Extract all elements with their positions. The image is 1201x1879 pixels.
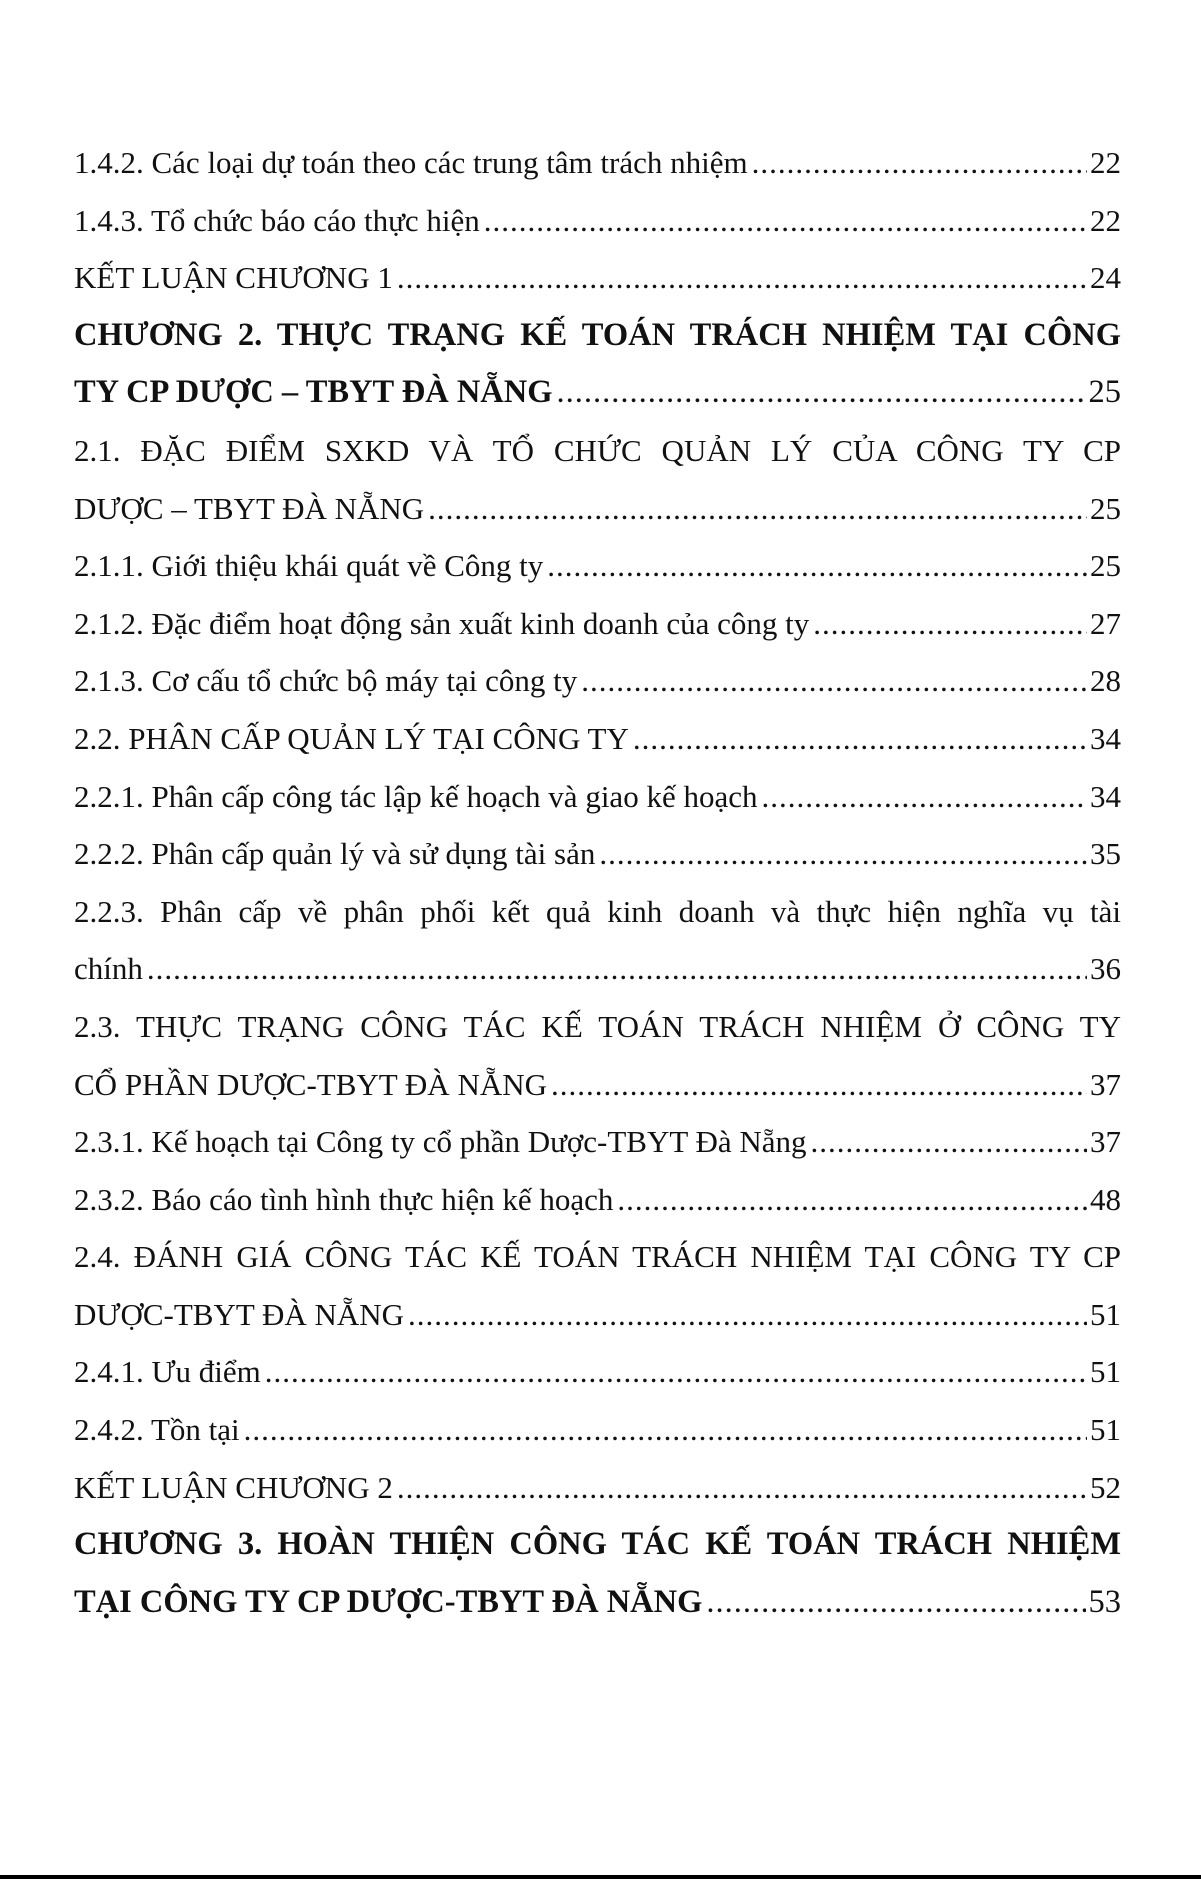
leader-dots (617, 1171, 1087, 1229)
toc-entry-title-line-1: 2.1. ĐẶC ĐIỂM SXKD VÀ TỔ CHỨC QUẢN LÝ CỦA CÔNG TY CP (74, 432, 1121, 468)
toc-page-number: 25 (1090, 490, 1121, 526)
toc-entry-title: 2.4.1. Ưu điểm (74, 1354, 261, 1390)
toc-page-number: 51 (1090, 1412, 1121, 1448)
toc-entry (74, 537, 1121, 595)
toc-entry (74, 1401, 1121, 1459)
leader-dots (408, 1286, 1087, 1344)
toc-entry-title-line-1: 2.4. ĐÁNH GIÁ CÔNG TÁC KẾ TOÁN TRÁCH NHIỆM TẠI CÔNG TY CP (74, 1239, 1121, 1275)
toc-entry (74, 249, 1121, 307)
toc-entry (74, 940, 1121, 998)
toc-entry (74, 710, 1121, 768)
toc-entry (74, 480, 1121, 538)
leader-dots (599, 825, 1087, 883)
toc-page-number: 25 (1090, 548, 1121, 584)
toc-entry-title: 1.4.2. Các loại dự toán theo các trung tâm trách nhiệm (74, 145, 748, 180)
toc-page-number: 34 (1090, 720, 1121, 756)
leader-dots (633, 710, 1087, 768)
toc-entry (74, 1171, 1121, 1229)
leader-dots (761, 768, 1087, 826)
leader-dots (551, 1056, 1087, 1114)
toc-page-number: 52 (1090, 1469, 1121, 1505)
toc-entry (74, 1459, 1121, 1517)
toc-page-number: 27 (1090, 605, 1121, 641)
toc-entry-title: 1.4.3. Tổ chức báo cáo thực hiện (74, 202, 480, 238)
toc-entry (74, 1343, 1121, 1401)
toc-entry (74, 192, 1121, 250)
toc-entry-title: 2.2. PHÂN CẤP QUẢN LÝ TẠI CÔNG TY (74, 720, 629, 756)
toc-entry-title: 2.2.2. Phân cấp quản lý và sử dụng tài sản (74, 836, 596, 872)
toc-entry-title: 2.3.2. Báo cáo tình hình thực hiện kế hoạch (74, 1181, 614, 1217)
toc-page-number: 37 (1090, 1124, 1121, 1160)
toc-entry-title: 2.1.2. Đặc điểm hoạt động sản xuất kinh doanh của công ty (74, 605, 810, 641)
toc-entry-title-line-1: 2.3. THỰC TRẠNG CÔNG TÁC KẾ TOÁN TRÁCH NHIỆM Ở CÔNG TY (74, 1008, 1121, 1044)
toc-entry-title: TY CP DƯỢC – TBYT ĐÀ NẴNG (74, 374, 553, 411)
toc-page-number: 48 (1090, 1181, 1121, 1217)
toc-entry-title-line-1: 2.2.3. Phân cấp về phân phối kết quả kinh doanh và thực hiện nghĩa vụ tài (74, 893, 1121, 929)
toc-page-number: 28 (1090, 663, 1121, 699)
toc-entry (74, 1574, 1121, 1632)
toc-entry-title-line-1: CHƯƠNG 3. HOÀN THIỆN CÔNG TÁC KẾ TOÁN TRÁCH NHIỆM (74, 1526, 1121, 1563)
toc-entry-title: 2.1.1. Giới thiệu khái quát về Công ty (74, 548, 544, 584)
toc-page-number: 22 (1090, 202, 1121, 238)
toc-page-number: 34 (1090, 778, 1121, 814)
toc-entry-title: chính (74, 951, 143, 987)
leader-dots (484, 192, 1087, 250)
toc-entry (74, 652, 1121, 710)
toc-entry-title-line-1: CHƯƠNG 2. THỰC TRẠNG KẾ TOÁN TRÁCH NHIỆM TẠI CÔNG (74, 316, 1121, 353)
toc-entry-title: 2.3.1. Kế hoạch tại Công ty cổ phần Dược-TBYT Đà Nẵng (74, 1124, 807, 1160)
table-of-contents (74, 134, 1121, 1631)
toc-entry (74, 595, 1121, 653)
toc-entry-title: 2.2.1. Phân cấp công tác lập kế hoạch và giao kế hoạch (74, 778, 758, 814)
toc-entry-title: KẾT LUẬN CHƯƠNG 1 (74, 260, 393, 296)
leader-dots (428, 480, 1087, 538)
toc-entry (74, 825, 1121, 883)
toc-entry-title: 2.4.2. Tồn tại (74, 1412, 240, 1448)
leader-dots (397, 1459, 1087, 1517)
toc-page-number: 51 (1090, 1354, 1121, 1390)
toc-page-number: 22 (1090, 145, 1121, 180)
leader-dots (557, 364, 1086, 422)
toc-page-number: 25 (1088, 374, 1121, 411)
page-bottom-border (0, 1875, 1201, 1879)
toc-entry (74, 768, 1121, 826)
toc-entry (74, 1113, 1121, 1171)
toc-entry-title: TẠI CÔNG TY CP DƯỢC-TBYT ĐÀ NẴNG (74, 1583, 703, 1620)
toc-page-number: 36 (1090, 951, 1121, 987)
toc-entry (74, 364, 1121, 422)
toc-page-number: 37 (1090, 1066, 1121, 1102)
toc-page-number: 53 (1088, 1583, 1121, 1620)
toc-entry-title: 2.1.3. Cơ cấu tổ chức bộ máy tại công ty (74, 663, 578, 699)
toc-entry (74, 1286, 1121, 1344)
toc-entry-title: DƯỢC-TBYT ĐÀ NẴNG (74, 1296, 405, 1332)
leader-dots (706, 1574, 1085, 1632)
leader-dots (244, 1401, 1087, 1459)
leader-dots (547, 537, 1087, 595)
toc-entry-title: CỔ PHẦN DƯỢC-TBYT ĐÀ NẴNG (74, 1066, 547, 1102)
leader-dots (811, 1113, 1087, 1171)
toc-page-number: 51 (1090, 1296, 1121, 1332)
toc-page-number: 35 (1090, 836, 1121, 872)
leader-dots (147, 940, 1087, 998)
toc-page-number: 24 (1090, 260, 1121, 296)
leader-dots (752, 134, 1087, 192)
toc-entry (74, 1056, 1121, 1114)
leader-dots (581, 652, 1087, 710)
leader-dots (265, 1343, 1087, 1401)
toc-entry-title: KẾT LUẬN CHƯƠNG 2 (74, 1469, 393, 1505)
toc-entry-title: DƯỢC – TBYT ĐÀ NẴNG (74, 490, 425, 526)
toc-entry (74, 134, 1121, 192)
leader-dots (397, 249, 1087, 307)
leader-dots (813, 595, 1087, 653)
